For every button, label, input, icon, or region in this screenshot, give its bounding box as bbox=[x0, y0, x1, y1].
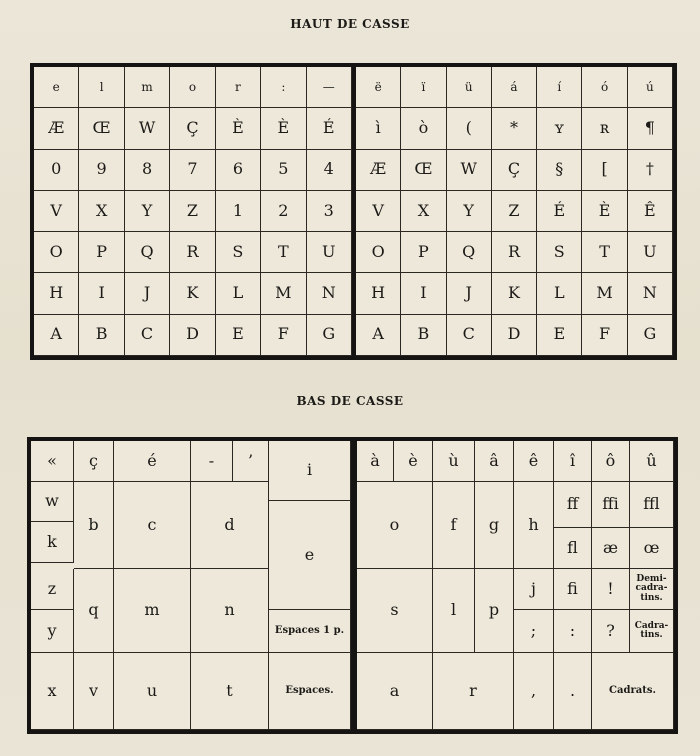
lower-cell-guill: « bbox=[31, 441, 74, 482]
upper-right-cell: * bbox=[492, 108, 537, 149]
case-divider bbox=[351, 441, 357, 730]
lower-case-title: BAS DE CASSE bbox=[296, 394, 404, 408]
lower-cell-x: x bbox=[31, 653, 74, 730]
lower-cell-h: h bbox=[514, 482, 554, 569]
upper-right-cell: á bbox=[492, 67, 537, 108]
lower-cell-w: w bbox=[31, 482, 74, 522]
upper-right-cell: R bbox=[492, 232, 537, 273]
lower-cell-r: r bbox=[433, 653, 514, 730]
lower-cell-excl: ! bbox=[592, 569, 630, 610]
upper-left-cell: M bbox=[261, 273, 306, 314]
upper-left-cell: m bbox=[125, 67, 170, 108]
upper-right-cell: Œ bbox=[401, 150, 446, 191]
lower-cell-ffi: ffi bbox=[592, 482, 630, 528]
lower-case-grid bbox=[27, 437, 678, 734]
lower-cell-e: e bbox=[269, 501, 351, 610]
lower-cell-o: o bbox=[357, 482, 433, 569]
upper-left-cell: P bbox=[79, 232, 124, 273]
upper-left-cell: Æ bbox=[34, 108, 79, 149]
lower-cell-ae: æ bbox=[592, 528, 630, 569]
upper-left-cell: Q bbox=[125, 232, 170, 273]
lower-cell-ugrave: ù bbox=[433, 441, 475, 482]
upper-left-cell: 3 bbox=[307, 191, 352, 232]
lower-cell-ff: ff bbox=[554, 482, 592, 528]
upper-right-cell: [ bbox=[582, 150, 627, 191]
upper-right-cell: P bbox=[401, 232, 446, 273]
upper-right-cell: § bbox=[537, 150, 582, 191]
upper-right-cell: H bbox=[356, 273, 401, 314]
lower-cell-cced: ç bbox=[74, 441, 114, 482]
upper-right-cell: J bbox=[447, 273, 492, 314]
lower-cell-d: d bbox=[191, 482, 269, 569]
lower-cell-z: z bbox=[31, 569, 74, 610]
lower-cell-espaces1p: Espaces 1 p. bbox=[269, 610, 351, 653]
lower-cell-hyphen: - bbox=[191, 441, 233, 482]
lower-cell-v: v bbox=[74, 653, 114, 730]
upper-left-cell: D bbox=[170, 315, 215, 356]
upper-right-cell: M bbox=[582, 273, 627, 314]
lower-cell-j: j bbox=[514, 569, 554, 610]
lower-cell-acirc: â bbox=[475, 441, 514, 482]
upper-left-cell: 1 bbox=[216, 191, 261, 232]
upper-right-cell: ¶ bbox=[628, 108, 673, 149]
lower-cell-apos: ’ bbox=[233, 441, 269, 482]
upper-left-cell: C bbox=[125, 315, 170, 356]
upper-right-cell: T bbox=[582, 232, 627, 273]
lower-cell-espaces: Espaces. bbox=[269, 653, 351, 730]
upper-left-cell: : bbox=[261, 67, 306, 108]
lower-cell-a: a bbox=[357, 653, 433, 730]
upper-left-cell: V bbox=[34, 191, 79, 232]
lower-cell-g: g bbox=[475, 482, 514, 569]
lower-cell-ucirc: û bbox=[630, 441, 674, 482]
upper-case-grid bbox=[30, 63, 677, 360]
upper-left-cell: N bbox=[307, 273, 352, 314]
upper-left-cell: I bbox=[79, 273, 124, 314]
upper-right-cell: ü bbox=[447, 67, 492, 108]
upper-left-cell: A bbox=[34, 315, 79, 356]
upper-right-cell: ú bbox=[628, 67, 673, 108]
upper-left-cell: 8 bbox=[125, 150, 170, 191]
upper-left-cell: Ç bbox=[170, 108, 215, 149]
upper-right-cell: V bbox=[356, 191, 401, 232]
upper-case-title: HAUT DE CASSE bbox=[290, 17, 410, 31]
upper-left-cell: T bbox=[261, 232, 306, 273]
upper-right-cell: È bbox=[582, 191, 627, 232]
upper-left-cell: U bbox=[307, 232, 352, 273]
upper-right-cell: L bbox=[537, 273, 582, 314]
upper-right-cell: ʏ bbox=[537, 108, 582, 149]
upper-right-cell: A bbox=[356, 315, 401, 356]
upper-left-cell: e bbox=[34, 67, 79, 108]
upper-left-cell: 6 bbox=[216, 150, 261, 191]
upper-left-cell: o bbox=[170, 67, 215, 108]
case-divider bbox=[352, 67, 356, 356]
upper-right-cell: U bbox=[628, 232, 673, 273]
lower-cell-k: k bbox=[31, 522, 74, 563]
upper-right-cell: D bbox=[492, 315, 537, 356]
lower-cell-cadratins: Cadra-tins. bbox=[630, 610, 674, 653]
lower-cell-q: q bbox=[74, 569, 114, 653]
upper-left-cell: É bbox=[307, 108, 352, 149]
lower-cell-f: f bbox=[433, 482, 475, 569]
lower-cell-i: i bbox=[269, 441, 351, 501]
upper-left-cell: 7 bbox=[170, 150, 215, 191]
upper-right-cell: Ç bbox=[492, 150, 537, 191]
upper-right-cell: K bbox=[492, 273, 537, 314]
upper-left-cell: X bbox=[79, 191, 124, 232]
lower-cell-fi: fi bbox=[554, 569, 592, 610]
upper-right-cell: G bbox=[628, 315, 673, 356]
upper-left-cell: J bbox=[125, 273, 170, 314]
upper-left-cell: L bbox=[216, 273, 261, 314]
upper-left-cell: B bbox=[79, 315, 124, 356]
lower-cell-n: n bbox=[191, 569, 269, 653]
upper-left-cell: H bbox=[34, 273, 79, 314]
lower-cell-ocirc: ô bbox=[592, 441, 630, 482]
upper-left-cell: Œ bbox=[79, 108, 124, 149]
lower-cell-s: s bbox=[357, 569, 433, 653]
upper-left-cell: K bbox=[170, 273, 215, 314]
lower-cell-egrave: è bbox=[394, 441, 433, 482]
upper-right-cell: í bbox=[537, 67, 582, 108]
upper-right-cell: O bbox=[356, 232, 401, 273]
upper-right-cell: C bbox=[447, 315, 492, 356]
lower-cell-semi: ; bbox=[514, 610, 554, 653]
upper-left-cell: 4 bbox=[307, 150, 352, 191]
lower-cell-c: c bbox=[114, 482, 191, 569]
upper-left-cell: 5 bbox=[261, 150, 306, 191]
lower-cell-comma: , bbox=[514, 653, 554, 730]
upper-right-cell: ï bbox=[401, 67, 446, 108]
lower-cell-u: u bbox=[114, 653, 191, 730]
upper-left-cell: E bbox=[216, 315, 261, 356]
upper-left-cell: 2 bbox=[261, 191, 306, 232]
lower-cell-ffl: ffl bbox=[630, 482, 674, 528]
upper-right-cell: Z bbox=[492, 191, 537, 232]
lower-cell-colon: : bbox=[554, 610, 592, 653]
upper-left-cell: O bbox=[34, 232, 79, 273]
upper-left-cell: W bbox=[125, 108, 170, 149]
upper-left-cell: 0 bbox=[34, 150, 79, 191]
upper-right-cell: É bbox=[537, 191, 582, 232]
upper-right-cell: E bbox=[537, 315, 582, 356]
upper-right-cell: B bbox=[401, 315, 446, 356]
lower-cell-b: b bbox=[74, 482, 114, 569]
lower-cell-p: p bbox=[475, 569, 514, 653]
upper-left-cell: — bbox=[307, 67, 352, 108]
upper-right-cell: ë bbox=[356, 67, 401, 108]
upper-left-cell: r bbox=[216, 67, 261, 108]
upper-right-cell: ( bbox=[447, 108, 492, 149]
upper-left-cell: Z bbox=[170, 191, 215, 232]
upper-left-cell: Y bbox=[125, 191, 170, 232]
upper-right-cell: W bbox=[447, 150, 492, 191]
upper-left-cell: È bbox=[261, 108, 306, 149]
upper-right-cell: ò bbox=[401, 108, 446, 149]
lower-cell-period: . bbox=[554, 653, 592, 730]
lower-cell-t: t bbox=[191, 653, 269, 730]
upper-right-cell: Æ bbox=[356, 150, 401, 191]
upper-right-cell: † bbox=[628, 150, 673, 191]
upper-right-cell: F bbox=[582, 315, 627, 356]
upper-right-cell: I bbox=[401, 273, 446, 314]
upper-left-cell: È bbox=[216, 108, 261, 149]
lower-cell-cadrats: Cadrats. bbox=[592, 653, 674, 730]
upper-right-cell: ó bbox=[582, 67, 627, 108]
upper-right-cell: ì bbox=[356, 108, 401, 149]
upper-left-cell: 9 bbox=[79, 150, 124, 191]
lower-cell-icirc: î bbox=[554, 441, 592, 482]
upper-left-cell: F bbox=[261, 315, 306, 356]
lower-cell-demi: Demi-cadra-tins. bbox=[630, 569, 674, 610]
lower-cell-eacute: é bbox=[114, 441, 191, 482]
lower-cell-m: m bbox=[114, 569, 191, 653]
lower-cell-l: l bbox=[433, 569, 475, 653]
lower-cell-ecirc: ê bbox=[514, 441, 554, 482]
lower-cell-fl: fl bbox=[554, 528, 592, 569]
lower-cell-agrave: à bbox=[357, 441, 394, 482]
upper-right-cell: X bbox=[401, 191, 446, 232]
upper-right-cell: Y bbox=[447, 191, 492, 232]
lower-cell-y: y bbox=[31, 610, 74, 653]
upper-left-cell: S bbox=[216, 232, 261, 273]
upper-right-cell: Ê bbox=[628, 191, 673, 232]
upper-left-cell: R bbox=[170, 232, 215, 273]
upper-right-cell: Q bbox=[447, 232, 492, 273]
lower-cell-oe: œ bbox=[630, 528, 674, 569]
upper-right-cell: N bbox=[628, 273, 673, 314]
upper-left-cell: G bbox=[307, 315, 352, 356]
upper-right-cell: S bbox=[537, 232, 582, 273]
lower-cell-quest: ? bbox=[592, 610, 630, 653]
upper-right-cell: ʀ bbox=[582, 108, 627, 149]
upper-left-cell: l bbox=[79, 67, 124, 108]
